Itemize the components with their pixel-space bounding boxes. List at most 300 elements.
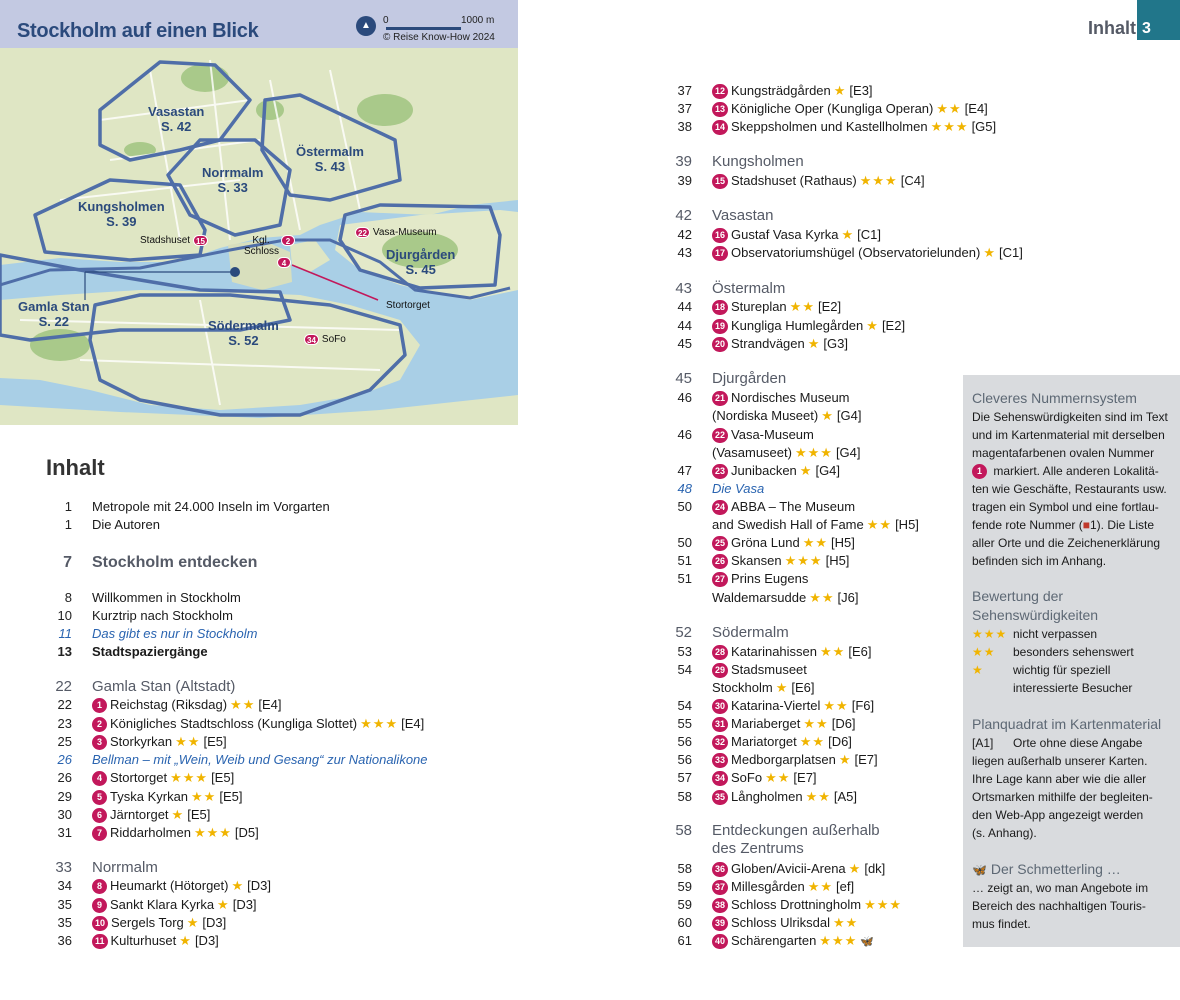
sidebar-text: magentafarbenen ovalen Nummer <box>972 446 1155 460</box>
toc-entry-text <box>712 335 848 353</box>
toc-entry <box>44 914 504 932</box>
sidebar-text: aller Orte und die Zeichenerklärung <box>972 536 1161 550</box>
district-name: Vasastan <box>148 104 205 119</box>
toc-entry <box>664 480 964 498</box>
map-grid-reference: [E6] <box>848 644 872 659</box>
scale-zero-label: 0 <box>383 15 389 26</box>
toc-page-number: 7 <box>63 554 72 571</box>
sidebar-text: ). Die Liste <box>1096 518 1155 532</box>
toc-entry-title: Medborgarplatsen <box>731 752 836 767</box>
toc-page-number: 44 <box>677 299 692 314</box>
toc-entry-title: Stockholm <box>712 680 773 695</box>
toc-entry-text <box>92 715 424 733</box>
toc-entry <box>44 715 504 733</box>
toc-entry-text <box>712 462 840 480</box>
toc-entry-title: Stockholm entdecken <box>92 554 258 571</box>
toc-entry-title: Königliche Oper (Kungliga Operan) <box>731 101 934 116</box>
map-grid-reference: [H5] <box>895 517 919 532</box>
toc-entry-text <box>92 877 271 895</box>
toc-page-number: 46 <box>677 390 692 405</box>
toc-entry <box>44 751 504 769</box>
toc-entry-text <box>712 643 871 661</box>
rating-stars: ★★★ <box>859 173 898 188</box>
sight-number-badge: 25 <box>712 536 728 551</box>
toc-entry-text <box>712 788 857 806</box>
sidebar-text: fende rote Nummer ( <box>972 518 1083 532</box>
toc-entry-text <box>92 859 158 877</box>
toc-entry <box>664 444 964 462</box>
toc-page-number: 22 <box>57 697 72 712</box>
district-name: Gamla Stan <box>18 299 90 314</box>
toc-entry <box>664 661 964 679</box>
toc-entry <box>664 932 964 950</box>
rating-stars: ★ <box>217 897 230 912</box>
sight-number-badge: 18 <box>712 300 728 315</box>
toc-page-number: 37 <box>677 101 692 116</box>
marker-label: SoFo <box>321 334 346 345</box>
toc-page-number: 35 <box>57 915 72 930</box>
sidebar-text: … zeigt an, wo man Angebote im <box>972 881 1149 895</box>
toc-entry <box>664 715 964 733</box>
toc-entry-title: Mariatorget <box>731 734 797 749</box>
toc-entry-text <box>712 624 789 642</box>
sight-number-badge: 11 <box>92 934 108 949</box>
toc-entry-text <box>712 914 861 932</box>
map-grid-reference: [D3] <box>194 933 219 948</box>
sight-number-badge: 14 <box>712 120 728 135</box>
toc-page-number: 55 <box>677 716 692 731</box>
map-grid-reference: [E6] <box>791 680 815 695</box>
sight-number-badge: 2 <box>92 717 107 732</box>
rating-stars: ★★★ <box>360 716 399 731</box>
sight-number-badge: 35 <box>712 790 728 805</box>
marker-sofo <box>304 334 346 345</box>
marker-number: 4 <box>277 257 291 268</box>
marker-label: Kgl. Schloss <box>244 235 280 257</box>
toc-entry-title: Gamla Stan (Altstadt) <box>92 678 236 695</box>
toc-page-number: 39 <box>677 173 692 188</box>
sight-number-badge: 30 <box>712 699 728 714</box>
district-kungsholmen <box>78 199 165 229</box>
toc-page-number: 51 <box>677 571 692 586</box>
map-grid-reference: [dk] <box>864 861 886 876</box>
sight-number-badge: 33 <box>712 753 728 768</box>
toc-entry-text <box>712 878 854 896</box>
rating-stars: ★★ <box>191 789 217 804</box>
toc-entry <box>664 516 964 534</box>
sidebar-text: Ihre Lage kann aber wie die aller <box>972 772 1147 786</box>
map-grid-reference: [D6] <box>828 734 852 749</box>
toc-page-number: 54 <box>677 698 692 713</box>
toc-entry-title: and Swedish Hall of Fame <box>712 517 864 532</box>
rating-3-text: nicht verpassen <box>1013 627 1098 641</box>
map-grid-reference: [C1] <box>857 227 881 242</box>
toc-entry <box>44 896 504 914</box>
toc-section-heading <box>44 678 504 696</box>
sidebar-text: liegen außerhalb unserer Karten. <box>972 754 1148 768</box>
toc-page-number: 44 <box>677 318 692 333</box>
park-1 <box>181 64 229 92</box>
district-page: S. 39 <box>106 214 137 229</box>
toc-heading: Inhalt <box>46 455 105 480</box>
sight-number-badge: 8 <box>92 879 107 894</box>
toc-entry-text <box>712 822 880 840</box>
marker-stortorget-number <box>277 257 291 268</box>
overview-map <box>0 0 518 425</box>
toc-entry-title: Stortorget <box>110 770 168 785</box>
district-vasastan <box>148 104 204 134</box>
map-grid-reference: [G4] <box>835 445 861 460</box>
sight-number-badge: 39 <box>712 916 728 931</box>
red-number: 1 <box>1089 518 1097 532</box>
toc-page-number: 1 <box>64 517 72 532</box>
toc-page-number: 59 <box>677 897 692 912</box>
sight-number-badge: 10 <box>92 916 108 931</box>
marker-number: 15 <box>193 235 208 246</box>
toc-entry-text <box>712 207 773 225</box>
toc-entry <box>44 877 504 895</box>
toc-entry-title: Tyska Kyrkan <box>110 789 189 804</box>
map-grid-reference: [D3] <box>202 915 227 930</box>
toc-entry-text <box>712 552 849 570</box>
rating-stars: ★★★ <box>794 445 833 460</box>
toc-page-number: 58 <box>677 789 692 804</box>
toc-page-number: 61 <box>677 933 692 948</box>
toc-page-number: 30 <box>57 807 72 822</box>
map-grid-reference: [H5] <box>825 553 850 568</box>
toc-entry-title: Kulturhuset <box>110 933 177 948</box>
rating-stars: ★★★ <box>784 553 823 568</box>
sight-number-badge: 13 <box>712 102 728 117</box>
toc-entry-text <box>712 733 852 751</box>
toc-section-heading <box>664 207 964 225</box>
rating-stars: ★ <box>186 915 200 930</box>
rating-stars: ★★ <box>936 101 962 116</box>
marker-number: 2 <box>281 235 295 246</box>
toc-entry-title: Storkyrkan <box>110 734 173 749</box>
butterfly-icon: 🦋 <box>972 863 987 877</box>
district-name: Kungsholmen <box>78 199 165 214</box>
toc-section-heading <box>664 153 964 171</box>
toc-section-heading <box>664 280 964 298</box>
toc-entry-text <box>92 554 257 572</box>
sight-number-badge: 1 <box>972 464 987 479</box>
toc-entry-title: Sankt Klara Kyrka <box>110 897 215 912</box>
map-grid-reference: [C4] <box>900 173 925 188</box>
toc-page-number: 59 <box>677 879 692 894</box>
toc-entry <box>664 589 964 607</box>
sidebar-heading-numbering: Cleveres Nummernsystem <box>972 390 1137 406</box>
toc-entry-title: Järntorget <box>110 807 169 822</box>
sight-number-badge: 31 <box>712 717 728 732</box>
toc-entry-title: Entdeckungen außerhalb <box>712 822 880 839</box>
info-sidebar <box>963 375 1180 947</box>
map-grid-reference: [C1] <box>998 245 1023 260</box>
toc-entry <box>664 298 964 316</box>
toc-entry-text <box>712 534 855 552</box>
map-grid-reference: [G5] <box>971 119 997 134</box>
district-page: S. 52 <box>228 333 259 348</box>
toc-page-number: 1 <box>64 499 72 514</box>
map-copyright: © Reise Know-How 2024 <box>383 32 495 43</box>
toc-page-number: 25 <box>57 734 72 749</box>
sight-number-badge: 9 <box>92 898 107 913</box>
rating-stars: ★★ <box>820 644 846 659</box>
rating-stars: ★★★ <box>170 770 209 785</box>
butterfly-icon: 🦋 <box>860 936 874 948</box>
sidebar-text: Orte ohne diese Angabe <box>1013 736 1143 750</box>
toc-page-number: 57 <box>677 770 692 785</box>
sight-number-badge: 20 <box>712 337 728 352</box>
toc-section-heading <box>664 840 964 858</box>
marker-label: Stadshuset <box>140 235 191 246</box>
scale-bar <box>386 27 461 30</box>
map-grid-reference: [E3] <box>849 83 873 98</box>
rating-2-text: besonders sehenswert <box>1013 645 1134 659</box>
sight-number-badge: 22 <box>712 428 728 443</box>
toc-entry <box>664 878 964 896</box>
toc-entry <box>664 172 964 190</box>
rating-stars: ★★ <box>807 879 834 894</box>
park-4 <box>357 94 413 126</box>
rating-stars: ★★★ <box>930 119 969 134</box>
sidebar-text: den Web-App angezeigt werden <box>972 808 1144 822</box>
toc-entry-title: Kungsholmen <box>712 153 804 170</box>
map-grid-reference: [D6] <box>831 716 856 731</box>
toc-entry-text <box>712 661 807 679</box>
map-grid-reference: [E4] <box>964 101 988 116</box>
toc-page-number: 31 <box>57 825 72 840</box>
district-page: S. 33 <box>217 180 248 195</box>
map-grid-reference: [E2] <box>881 318 906 333</box>
toc-entry <box>664 82 964 100</box>
toc-entry-text <box>92 769 234 787</box>
toc-entry-text <box>92 516 160 534</box>
toc-entry <box>664 498 964 516</box>
toc-entry-title: Strandvägen <box>731 336 805 351</box>
rating-stars: ★ <box>848 861 862 876</box>
toc-entry-text <box>92 733 227 751</box>
red-number-icon: ■ <box>1082 518 1090 532</box>
rating-stars: ★★ <box>789 299 815 314</box>
sidebar-text: ten wie Geschäfte, Restaurants usw. <box>972 482 1167 496</box>
toc-entry <box>44 589 504 607</box>
grid-code-example: [A1] <box>972 736 994 750</box>
sidebar-text: Bereich des nachhaltigen Touris- <box>972 899 1146 913</box>
toc-entry-title: Stadshuset (Rathaus) <box>731 173 857 188</box>
toc-entry-text <box>712 570 808 588</box>
toc-page-number: 48 <box>677 481 692 496</box>
toc-entry <box>44 769 504 787</box>
map-grid-reference: [E5] <box>219 789 243 804</box>
rating-stars: ★ <box>171 807 185 822</box>
sight-number-badge: 6 <box>92 808 107 823</box>
sidebar-text-line <box>972 462 1177 480</box>
marker-number: 22 <box>355 227 370 238</box>
toc-page-number: 45 <box>675 370 692 387</box>
sight-number-badge: 7 <box>92 826 107 841</box>
map-grid-reference: [J6] <box>837 590 859 605</box>
district-name: Norrmalm <box>202 165 264 180</box>
map-scale <box>356 16 506 44</box>
district-djurgarden <box>386 247 455 277</box>
district-ostermalm <box>296 144 364 174</box>
toc-entry-text <box>712 751 878 769</box>
map-grid-reference: [A5] <box>833 789 858 804</box>
toc-entry <box>664 426 964 444</box>
toc-entry-text <box>92 678 235 696</box>
toc-entry-text <box>92 824 259 842</box>
toc-page-number: 39 <box>675 153 692 170</box>
toc-entry-title: Schloss Ulriksdal <box>731 915 830 930</box>
toc-section-heading <box>664 370 964 388</box>
toc-entry-title: Die Autoren <box>92 517 160 532</box>
toc-entry-text <box>712 679 814 697</box>
sidebar-text-line <box>972 516 1177 534</box>
toc-entry-title: Stadtspaziergänge <box>92 644 208 659</box>
toc-entry <box>44 733 504 751</box>
toc-entry-title: Norrmalm <box>92 859 158 876</box>
toc-entry <box>664 100 988 118</box>
toc-entry-text <box>712 589 858 607</box>
district-sodermalm <box>208 318 279 348</box>
toc-page-number: 37 <box>677 83 692 98</box>
toc-entry-text <box>92 751 428 769</box>
toc-entry <box>664 860 964 878</box>
sidebar-text: (s. Anhang). <box>972 826 1037 840</box>
toc-entry-text <box>712 715 856 733</box>
map-grid-reference: [E5] <box>203 734 227 749</box>
toc-entry-text <box>92 498 330 516</box>
marker-stadshuset <box>140 235 208 246</box>
district-name: Östermalm <box>296 144 364 159</box>
toc-entry-title: Gröna Lund <box>731 535 800 550</box>
map-grid-reference: [D3] <box>247 878 271 893</box>
toc-entry-title: Riddarholmen <box>110 825 191 840</box>
toc-entry-text <box>712 153 804 171</box>
toc-page-number: 26 <box>57 770 72 785</box>
map-grid-reference: [E5] <box>211 770 235 785</box>
toc-entry <box>664 679 964 697</box>
sidebar-text: tragen ein Symbol und eine fortlau- <box>972 500 1159 514</box>
toc-entry-title: Königliches Stadtschloss (Kungliga Slottet) <box>110 716 358 731</box>
toc-entry <box>664 552 964 570</box>
toc-entry-text <box>712 100 988 118</box>
toc-page-number: 53 <box>677 644 692 659</box>
district-page: S. 45 <box>405 262 436 277</box>
sight-number-badge: 1 <box>92 698 107 713</box>
toc-page-number: 52 <box>675 624 692 641</box>
toc-entry <box>44 824 504 842</box>
rating-stars: ★★ <box>823 698 849 713</box>
toc-entry-text <box>712 370 786 388</box>
map-grid-reference: [H5] <box>831 535 855 550</box>
rating-stars: ★★ <box>866 517 893 532</box>
rating-stars: ★ <box>179 933 192 948</box>
map-grid-reference: [G4] <box>836 408 862 423</box>
toc-page-number: 26 <box>57 752 72 767</box>
toc-entry-text <box>712 697 874 715</box>
toc-entry-title: Nordisches Museum <box>731 390 850 405</box>
toc-entry-title: Reichstag (Riksdag) <box>110 697 228 712</box>
rating-stars: ★ <box>807 336 821 351</box>
sidebar-heading-text: Der Schmetterling … <box>990 861 1121 877</box>
toc-entry <box>44 498 504 516</box>
toc-entry <box>44 932 504 950</box>
toc-entry-title: Junibacken <box>731 463 797 478</box>
toc-entry-text <box>712 860 885 878</box>
toc-section-heading <box>44 859 504 877</box>
marker-vasa-museum <box>355 227 437 238</box>
district-page: S. 22 <box>38 314 69 329</box>
toc-entry-text <box>92 643 208 661</box>
toc-entry-text <box>712 280 785 298</box>
toc-page-number: 43 <box>675 280 692 297</box>
rating-stars: ★★ <box>809 590 835 605</box>
district-page: S. 43 <box>314 159 346 174</box>
rating-stars: ★★ <box>175 734 201 749</box>
toc-entry-title: SoFo <box>731 770 763 785</box>
toc-page-number: 42 <box>675 207 692 224</box>
toc-entry-title: Långholmen <box>731 789 803 804</box>
toc-page-number: 11 <box>58 626 72 641</box>
rating-stars: ★ <box>838 752 852 767</box>
sidebar-text: mus findet. <box>972 917 1031 931</box>
toc-entry <box>664 788 964 806</box>
toc-entry-text <box>712 172 925 190</box>
toc-entry-title: Östermalm <box>712 280 786 297</box>
sidebar-text: und im Kartenmaterial mit derselben <box>972 428 1165 442</box>
toc-entry-title: Schärengarten <box>731 933 817 948</box>
sidebar-text: Ortsmarken mithilfe der begleiten- <box>972 790 1153 804</box>
toc-entry-title: Das gibt es nur in Stockholm <box>92 626 258 641</box>
toc-entry-text <box>712 444 861 462</box>
toc-entry-text <box>712 426 814 444</box>
toc-entry <box>44 625 504 643</box>
toc-entry-text <box>712 840 804 858</box>
toc-page-number: 50 <box>677 499 692 514</box>
sight-number-badge: 26 <box>712 554 728 569</box>
scale-end-label: 1000 m <box>461 15 495 26</box>
sidebar-text: befinden sich im Anhang. <box>972 554 1107 568</box>
toc-section-heading <box>664 624 964 642</box>
toc-entry-title: Globen/Avicii-Arena <box>731 861 846 876</box>
toc-page-number: 8 <box>64 590 72 605</box>
toc-entry-text <box>92 806 210 824</box>
toc-entry <box>664 751 964 769</box>
toc-entry-text <box>92 607 233 625</box>
toc-entry <box>664 389 964 407</box>
sidebar-heading-rating: Sehenswürdigkeiten <box>972 607 1099 623</box>
toc-entry-title: Sergels Torg <box>111 915 184 930</box>
map-title: Stockholm auf einen Blick <box>17 20 259 42</box>
toc-entry-title: Södermalm <box>712 624 789 641</box>
sight-number-badge: 19 <box>712 319 728 334</box>
toc-page-number: 10 <box>57 608 72 623</box>
map-grid-reference: [E5] <box>187 807 211 822</box>
toc-entry <box>664 896 964 914</box>
toc-entry <box>664 407 964 425</box>
toc-entry-title: des Zentrums <box>712 840 804 857</box>
sight-number-badge: 32 <box>712 735 728 750</box>
district-page: S. 42 <box>161 119 192 134</box>
sidebar-text: markiert. Alle anderen Lokalitä- <box>993 464 1159 478</box>
toc-entry-title: Kungsträdgården <box>731 83 831 98</box>
toc-entry <box>664 462 964 480</box>
toc-entry-title: Skeppsholmen und Kastellholmen <box>731 119 928 134</box>
toc-entry-text <box>712 498 855 516</box>
toc-entry-text <box>712 480 764 498</box>
